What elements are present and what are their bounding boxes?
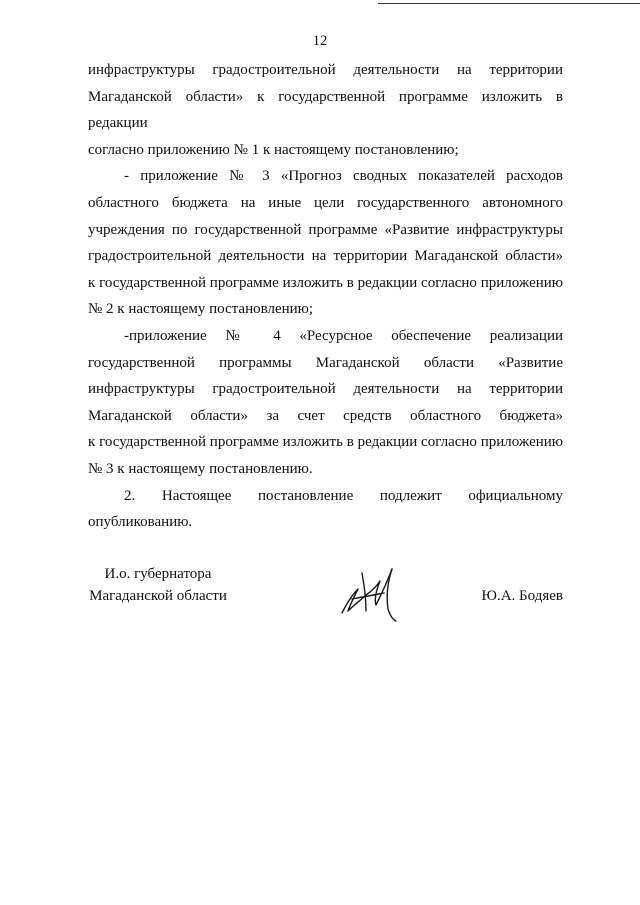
paragraph-4-line-2: опубликованию. bbox=[88, 514, 193, 531]
paragraph-1-line-2: Магаданской области» к государственной программе изложить в редакции bbox=[88, 88, 563, 132]
paragraph-3-line-6: № 3 к настоящему постановлению. bbox=[88, 460, 313, 477]
paragraph-3-line-1: -приложение № 4 «Ресурсное обеспечение реализации bbox=[124, 327, 563, 344]
document-body bbox=[88, 57, 563, 536]
paragraph-1-line-1: инфраструктуры градостроительной деятельности на территории bbox=[88, 62, 563, 78]
paragraph-3-line-4: Магаданской области» за счет средств областного бюджета» bbox=[88, 407, 563, 424]
paragraph-2-line-5: к государственной программе изложить в редакции согласно приложению bbox=[88, 274, 563, 291]
paragraph-2-line-6: № 2 к настоящему постановлению; bbox=[88, 301, 314, 318]
page-number: 12 bbox=[312, 33, 328, 49]
paragraph-1-line-3: согласно приложению № 1 к настоящему постановлению; bbox=[88, 141, 459, 158]
paragraph-2-line-4: градостроительной деятельности на территории Магаданской области» bbox=[88, 248, 563, 265]
paragraph-4-line-1: 2. Настоящее постановление подлежит официальному bbox=[124, 487, 563, 504]
paragraph-2-line-2: областного бюджета на иные цели государственного автономного bbox=[88, 194, 563, 211]
paragraph-2-line-3: учреждения по государственной программе «Развитие инфраструктуры bbox=[88, 221, 563, 238]
signature-block bbox=[88, 563, 563, 643]
signatory-position bbox=[88, 563, 228, 607]
top-border-line bbox=[378, 3, 640, 4]
paragraph-2-line-1: - приложение № 3 «Прогноз сводных показателей расходов bbox=[124, 168, 563, 185]
paragraph-3-line-5: к государственной программе изложить в редакции согласно приложению bbox=[88, 434, 563, 451]
handwritten-signature bbox=[336, 555, 406, 625]
paragraph-3-line-3: инфраструктуры градостроительной деятельности на территории bbox=[88, 381, 563, 398]
signatory-position-line-2: Магаданской области bbox=[89, 588, 227, 604]
paragraph-3-line-2: государственной программы Магаданской области «Развитие bbox=[88, 354, 563, 371]
signatory-position-line-1: И.о. губернатора bbox=[104, 566, 212, 582]
signatory-name: Ю.А. Бодяев bbox=[481, 588, 563, 604]
